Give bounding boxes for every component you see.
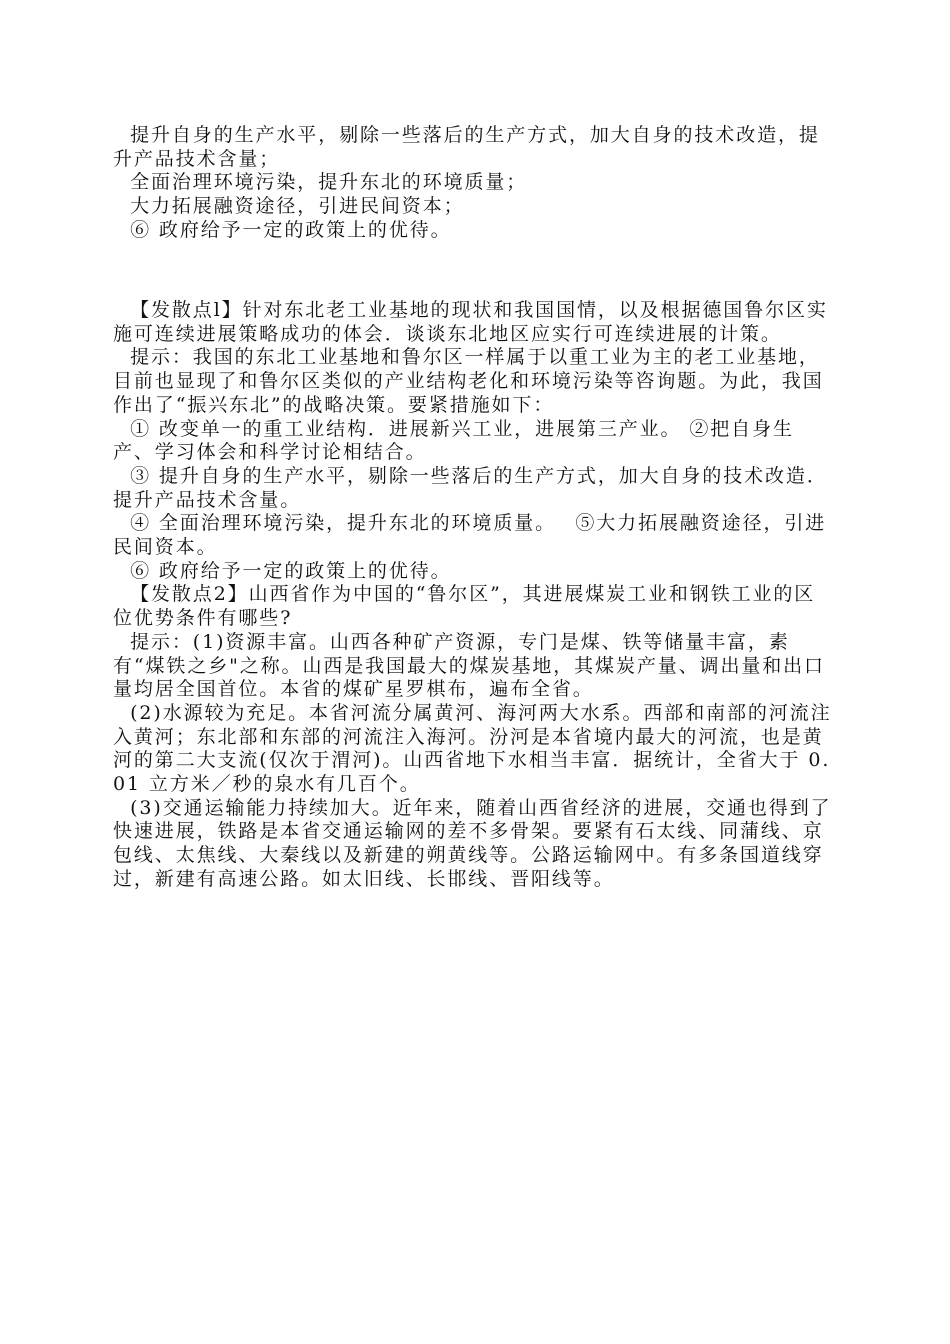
answer-1-intro: 提示：我国的东北工业基地和鲁尔区一样属于以重工业为主的老工业基地，目前也显现了和鲁尔区类似的产业结构老化和环境污染等咨询题。为此，我国作出了“振兴东北”的战略决策。要紧措施如下：: [113, 346, 824, 416]
question-1-heading: 【发散点l】针对东北老工业基地的现状和我国国情，以及根据德国鲁尔区实施可连续进展策略成功的体会．谈谈东北地区应实行可连续进展的计策。: [113, 299, 828, 345]
top-paragraph-2: 全面治理环境污染，提升东北的环境质量；: [130, 171, 528, 194]
answer-1-item-3: ③ 提升自身的生产水平，剔除一些落后的生产方式，加大自身的技术改造．提升产品技术含量。: [113, 464, 828, 511]
answer-2-point-1: 提示：(1)资源丰富。山西各种矿产资源，专门是煤、铁等储量丰富，素有“煤铁之乡"之称。山西是我国最大的煤炭基地，其煤炭产量、调出量和出口量均居全国首位。本省的煤矿星罗棋布，遍布全省。: [113, 630, 825, 701]
top-paragraph-3: 大力拓展融资途径，引进民间资本；: [130, 195, 465, 218]
answer-1-item-4-5: ④ 全面治理环境污染，提升东北的环境质量。 ⑤大力拓展融资途径，引进民间资本。: [113, 512, 827, 559]
answer-1-item-1-2: ① 改变单一的重工业结构．进展新兴工业，进展第三产业。 ②把自身生产、学习体会和科学讨论相结合。: [113, 417, 794, 464]
main-text-section: [113, 299, 835, 892]
top-text-section: [113, 124, 835, 243]
question-2-heading: 【发散点2】山西省作为中国的“鲁尔区”，其进展煤炭工业和钢铁工业的区位优势条件有哪些?: [113, 583, 816, 630]
top-paragraph-4: ⑥ 政府给予一定的政策上的优待。: [130, 218, 452, 241]
answer-2-point-2: (2)水源较为充足。本省河流分属黄河、海河两大水系。西部和南部的河流注入黄河；东北部和东部的河流注入海河。汾河是本省境内最大的河流，也是黄河的第二大支流(仅次于渭河)。山西省地下水相当丰富．据统计，全省大于 0.01 立方米／秒的泉水有几百个。: [113, 701, 832, 796]
answer-2-point-3: (3)交通运输能力持续加大。近年来，随着山西省经济的进展，交通也得到了快速进展，铁路是本省交通运输网的差不多骨架。要紧有石太线、同蒲线、京包线、太焦线、大秦线以及新建的朔黄线等。公路运输网中。有多条国道线穿过，新建有高速公路。如太旧线、长邯线、晋阳线等。: [113, 796, 832, 890]
top-paragraph-1: 提升自身的生产水平，剔除一些落后的生产方式，加大自身的技术改造，提升产品技术含量；: [113, 124, 820, 170]
answer-1-item-6: ⑥ 政府给予一定的政策上的优待。: [130, 559, 452, 582]
